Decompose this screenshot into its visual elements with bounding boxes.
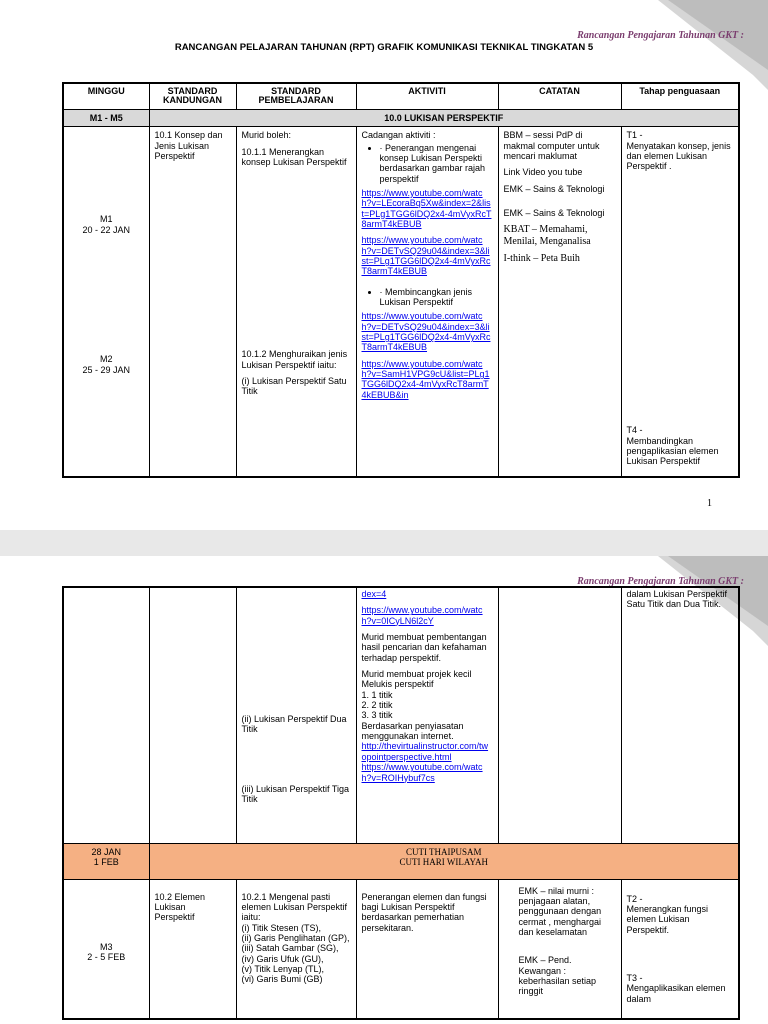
cell-minggu	[63, 127, 149, 477]
cell-pembelajaran-m3: 10.2.1 Mengenal pasti elemen Lukisan Perspektif iaitu: (i) Titik Stesen (TS), (ii) Garis Penglihatan (GP), (iii) Satah Gambar (SG), (iv) Garis Ufuk (GU), (v) Titik Lenyap (TL), (vi) Garis Bumi (GB)	[236, 879, 356, 1019]
rpt-table-page-2	[62, 586, 740, 1020]
cell-kandungan	[149, 587, 236, 843]
col-header-pembelajaran: STANDARD PEMBELAJARAN	[236, 83, 356, 109]
section-minggu: M1 - M5	[63, 109, 149, 126]
cell-pembelajaran: (ii) Lukisan Perspektif Dua Titik (iii) Lukisan Perspektif Tiga Titik	[236, 587, 356, 843]
table-row-continued	[63, 587, 739, 843]
col-header-minggu: MINGGU	[63, 83, 149, 109]
section-title: 10.0 LUKISAN PERSPEKTIF	[149, 109, 739, 126]
holiday-minggu: 28 JAN 1 FEB	[63, 843, 149, 879]
week-m1: M1 20 - 22 JAN	[82, 214, 131, 235]
youtube-link-1[interactable]: https://www.youtube.com/watch?v=LEcoraBq5Xw&index=2&list=PLg1TGG6lDQ2x4-4mVyxRcT8armT4kEBUB	[361, 187, 492, 229]
table-row-m1-m2	[63, 127, 739, 477]
youtube-link-4[interactable]: https://www.youtube.com/watch?v=SamH1VPG9cU&list=PLg1TGG6lDQ2x4-4mVyxRcT8armT4kEBUB&in	[361, 358, 490, 400]
section-row	[63, 109, 739, 126]
week-m2: M2 25 - 29 JAN	[82, 354, 131, 375]
document-title: RANCANGAN PELAJARAN TAHUNAN (RPT) GRAFIK KOMUNIKASI TEKNIKAL TINGKATAN 5	[174, 42, 594, 53]
youtube-link-3[interactable]: https://www.youtube.com/watch?v=DETvSQ29u04&index=3&list=PLg1TGG6lDQ2x4-4mVyxRcT8armT4kEBUB	[361, 311, 491, 353]
cell-kandungan-m3: 10.2 Elemen Lukisan Perspektif	[149, 879, 236, 1019]
running-header: Rancangan Pengajaran Tahunan GKT :	[577, 30, 744, 41]
cell-aktiviti: Cadangan aktiviti : • · Penerangan mengenai konsep Lukisan Perspekti berdasarkan gambar rajah perspektif https://www.youtube.com/watch?v=LEcoraBq5Xw&index=2&list=PLg1TGG6lDQ2x4-4mVyxRcT8armT4kEBUB https://www.youtube.com/watch?v=DETvSQ29u04&index=3&list=PLg1TGG6lDQ2x4-4mVyxRcT8armT4kEBUB • · Membincangkan jenis Lukisan Perspektif https://www.youtube.com/watch?v=DETvSQ29u04&index=3&list=PLg1TGG6lDQ2x4-4mVyxRcT8armT4kEBUB https://www.youtube.com/watch?v=SamH1VPG9cU&list=PLg1TGG6lDQ2x4-4mVyxRcT8armT4kEBUB&in	[356, 127, 498, 477]
cell-catatan	[498, 587, 621, 843]
page-number: 1	[707, 498, 712, 509]
aktiviti-bullet-1: • · Penerangan mengenai konsep Lukisan Perspekti berdasarkan gambar rajah perspektif	[380, 143, 493, 184]
holiday-title: CUTI THAIPUSAM CUTI HARI WILAYAH	[149, 843, 739, 879]
col-header-aktiviti: AKTIVITI	[356, 83, 498, 109]
cell-catatan: BBM – sessi PdP di makmal computer untuk mencari maklumat Link Video you tube EMK – Sains & Teknologi EMK – Sains & Teknologi KBAT – Memahami, Menilai, Menganalisa I-think – Peta Buih	[498, 127, 621, 477]
col-header-tahap: Tahap penguasaan	[621, 83, 739, 109]
youtube-link-5[interactable]: https://www.youtube.com/watch?v=0ICyLN6l2cY	[361, 605, 483, 626]
col-header-catatan: CATATAN	[498, 83, 621, 109]
youtube-link-4-cont[interactable]: dex=4	[361, 589, 387, 599]
cell-minggu-m3: M3 2 - 5 FEB	[63, 879, 149, 1019]
cell-pembelajaran: Murid boleh: 10.1.1 Menerangkan konsep Lukisan Perspektif 10.1.2 Menghuraikan jenis Lukisan Perspektif iaitu: (i) Lukisan Perspektif Satu Titik	[236, 127, 356, 477]
holiday-row	[63, 843, 739, 879]
cell-catatan-m3: EMK – nilai murni : penjagaan alatan, penggunaan dengan cermat , menghargai dan keselamatan EMK – Pend. Kewangan : keberhasilan setiap ringgit	[498, 879, 621, 1019]
cell-tahap: T1 - Menyatakan konsep, jenis dan elemen Lukisan Perspektif . T4 - Membandingkan pengaplikasian elemen Lukisan Perspektif	[621, 127, 739, 477]
cell-aktiviti: dex=4 https://www.youtube.com/watch?v=0ICyLN6l2cY Murid membuat pembentangan hasil pencarian dan kefahaman terhadap perspektif. Murid membuat projek kecil Melukis perspektif 1. 1 titik 2. 2 titik 3. 3 titik Berdasarkan penyiasatan menggunakan internet. http://thevirtualinstructor.com/twopointperspective.html https://www.youtube.com/watch?v=ROIHybuf7cs	[356, 587, 498, 843]
table-header-row	[63, 83, 739, 109]
virtual-instructor-link[interactable]: http://thevirtualinstructor.com/twopointperspective.html	[361, 741, 489, 762]
table-row-m3	[63, 879, 739, 1019]
cell-kandungan: 10.1 Konsep dan Jenis Lukisan Perspektif	[149, 127, 236, 477]
cell-aktiviti-m3: Penerangan elemen dan fungsi bagi Lukisan Perspektif berdasarkan pemerhatian persekitaran.	[356, 879, 498, 1019]
youtube-link-6[interactable]: https://www.youtube.com/watch?v=ROIHybuf7cs	[361, 762, 483, 783]
col-header-kandungan: STANDARD KANDUNGAN	[149, 83, 236, 109]
running-header: Rancangan Pengajaran Tahunan GKT :	[577, 576, 744, 587]
document-page-2	[0, 556, 768, 1024]
rpt-table-page-1	[62, 82, 740, 478]
youtube-link-2[interactable]: https://www.youtube.com/watch?v=DETvSQ29u04&index=3&list=PLg1TGG6lDQ2x4-4mVyxRcT8armT4kEBUB	[361, 235, 491, 277]
cell-tahap: dalam Lukisan Perspektif Satu Titik dan Dua Titik.	[621, 587, 739, 843]
cell-tahap-m3: T2 - Menerangkan fungsi elemen Lukisan Perspektif. T3 - Mengaplikasikan elemen dalam	[621, 879, 739, 1019]
cell-minggu	[63, 587, 149, 843]
aktiviti-bullet-2: • · Membincangkan jenis Lukisan Perspektif	[380, 287, 493, 308]
